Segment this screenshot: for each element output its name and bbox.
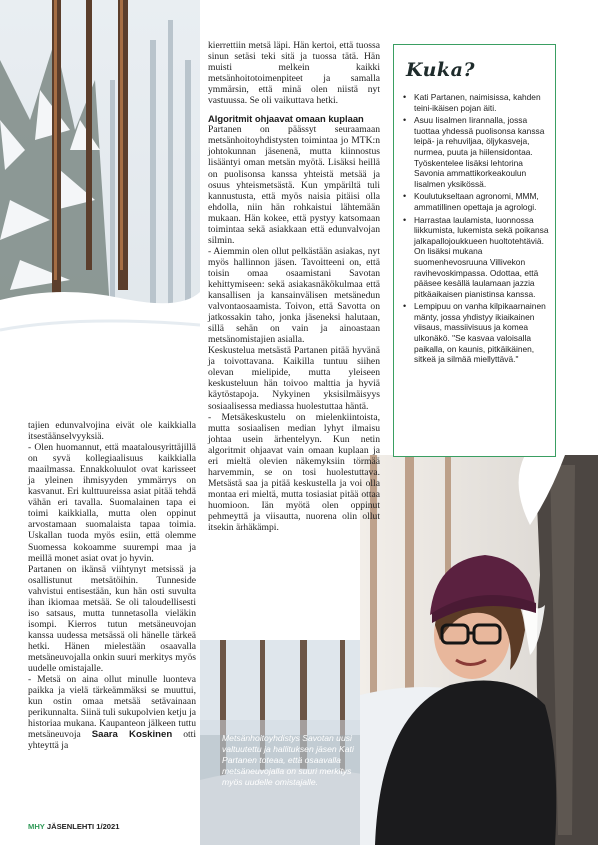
- list-item-text: Koulutukseltaan agronomi, MMM, ammatillinen opettaja ja agrologi.: [414, 191, 539, 212]
- bullet-icon: •: [403, 214, 407, 225]
- paragraph: - Aiemmin olen ollut pelkästään asiakas, nyt myös hallinnon jäsen. Tavoitteeni on, että toisin omaa osaamistani Savotan kehittymiseen: sekä asiakasnäkökulmaa että kansallisen ja kansainvälisen metsänedun valvontaosaamista. Toivon, että Savotta on jatkossakin taho, jonka jäseneksi halutaan, sillä sehän on vain ja ainoastaan metsänomistajien asialla.: [208, 245, 380, 346]
- footer-issue: JÄSENLEHTI 1/2021: [46, 822, 120, 831]
- page-footer: [28, 822, 119, 831]
- list-item-text: Harrastaa laulamista, luonnossa liikkumista, lukemista sekä poikansa jalkapallojoukkueen huoltotehtäviä. On lisäksi mukana suomenhevosruuna Villivekon ravihevoskimpassa. Odottaa, että pääsee kesällä laulamaan jazzia pitkäaikaisen pianistinsa kanssa.: [414, 214, 549, 299]
- photo-caption: Metsänhoitoyhdistys Savotan uusi valtuutettu ja hallituksen jäsen Kati Partanen toteaa, että osaavalla metsäneuvojalla on suuri merkitys myös uudelle omistajalle.: [222, 733, 354, 787]
- paragraph: Keskustelua metsästä Partanen pitää hyvänä ja toivottavana. Kaikilla tuntuu siihen olevan mielipide, mutta yleiseen keskusteluun hän toivoo malttia ja hyviä käytöstapoja. Nykyinen yksisilmäisyys sosiaalisessa mediassa huolestuttaa häntä.: [208, 345, 380, 412]
- snowy-forest-photo: [0, 0, 200, 415]
- paragraph: Partanen on päässyt seuraamaan metsänhoitoyhdistysten toimintaa jo MTK:n johtokunnan jäsenenä, mutta kiinnostus lisääntyi oman metsän myötä. Lisäksi heillä on puolisonsa kanssa yhteistä metsää ja osuus yhteismetsästä. Kun ympäriltä tuli kannustusta, että myös naisia pitäisi olla ehdolla, niin hän rohkaistui lähtemään mukaan. Hän kokee, että pystyy katsomaan toimintaa sekä asiakkaan että edunvalvojan silmin.: [208, 124, 380, 246]
- paragraph: tajien edunvalvojina eivät ole kaikkialla itsestäänselvyyksiä.: [28, 420, 196, 443]
- list-item: [400, 301, 550, 365]
- list-item-text: Lempipuu on vanha kilpikaarnainen mänty, jossa yhdistyy ikiaikainen viisaus, massiivisuus ja komea ulkonäkö. "Se kasvaa valoisalla paikalla, on kaunis, pitkäikäinen, sitkeä ja silmää miellyttävä.": [414, 301, 546, 365]
- bullet-icon: •: [403, 301, 407, 312]
- paragraph-text: - Metsä on aina ollut minulle luonteva paikka ja vielä tärkeämmäksi se muuttui, kun ostin omaa metsää setävainaan perikunnalta. Siinä tuli sukupolvien ketju ja historiaa mukana. Kaupanteon jälkeen tuttu metsäneuvoja: [28, 674, 196, 741]
- list-item-text: Kati Partanen, naimisissa, kahden teini-ikäisen pojan äiti.: [414, 92, 541, 113]
- paragraph-text: otti yhteyttä ja: [28, 729, 196, 752]
- bullet-icon: •: [403, 191, 407, 202]
- footer-brand: MHY: [28, 822, 45, 831]
- list-item: [400, 215, 550, 300]
- bullet-icon: •: [403, 92, 407, 102]
- list-item: [400, 115, 550, 189]
- subheading: Algoritmit ohjaavat omaan kuplaan: [208, 113, 364, 125]
- paragraph: [28, 674, 196, 751]
- portrait-photo: [360, 455, 598, 845]
- article-column-2: [208, 40, 380, 533]
- info-box: [393, 44, 556, 457]
- info-box-list: [400, 92, 550, 367]
- list-item: [400, 191, 550, 212]
- list-item-text: Asuu Iisalmen Iirannalla, jossa tuottaa yhdessä puolisonsa kanssa leipä- ja rehuviljaa, öljykasveja, nurmea, puuta ja hiilensidontaa. Työskentelee lisäksi lehtorina Savonia ammattikorkeakoulun Iisalmen yksikössä.: [414, 115, 545, 189]
- article-column-1: [28, 420, 196, 751]
- paragraph: - Metsäkeskustelu on mielenkiintoista, mutta sosiaalisen median lyhyt ilmaisu johtaa usein ärhentelyyn. Kun netin algoritmit ohjaavat vain omaan kuplaan ja eri mieltä olevien näkemyksiin törmää harvemmin, se on tosi huolestuttava. Metsästä saa ja pitää keskustella ja voi olla montaa eri mieltä, mutta tosiasiat pitää ottaa huomioon. Iän myötä olen oppinut pehmeyttä ja viisautta, nuorena olin ollut itsekin ärhäkämpi.: [208, 411, 380, 534]
- info-box-title: Kuka?: [406, 59, 476, 81]
- person-name: Saara Koskinen: [91, 729, 173, 741]
- paragraph: kierrettiin metsä läpi. Hän kertoi, että tuossa sinun setäsi teki sitä ja tuossa tätä. Hän muisti melkein kaikki metsänhoitotoimenpiteet ja samalla ymmärsin, että minä olen niistä nyt vastuussa. Se oli vaikuttava hetki.: [208, 40, 380, 107]
- paragraph: Partanen on ikänsä viihtynyt metsissä ja osallistunut metsätöihin. Tunneside vahvistui entisestään, kun hän osti suvulta ihan ikiomaa metsää. Se oli taloudellisesti iso satsaus, mutta tunnetasolla vieläkin isompi. Kierros tutun metsäneuvojan kanssa uudessa metsässä oli hänelle tärkeä hetki. Hänen mielestään osaavalla metsäneuvojalla onkin suuri merkitys myös uudelle omistajalle.: [28, 563, 196, 675]
- paragraph: - Olen huomannut, että maatalousyrittäjillä on syvä kollegiaalisuus kaikkialla maailmassa. Ennakkoluulot ovat karisseet ja yleinen ihmisyyden ymmärrys on kasvanut. Eri kulttuureissa asiat pitää tehdä vähän eri tavalla. Suomalainen tapa ei toimi kaikkialla, mutta olen oppinut arvostamaan suomalaista tapaa toimia. Uskallan tuoda myös esiin, että olemme Suomessa kokoamme suurempi maa ja meillä monet asiat ovat jo hyvin.: [28, 442, 196, 564]
- list-item: [400, 92, 550, 113]
- bullet-icon: •: [403, 115, 407, 126]
